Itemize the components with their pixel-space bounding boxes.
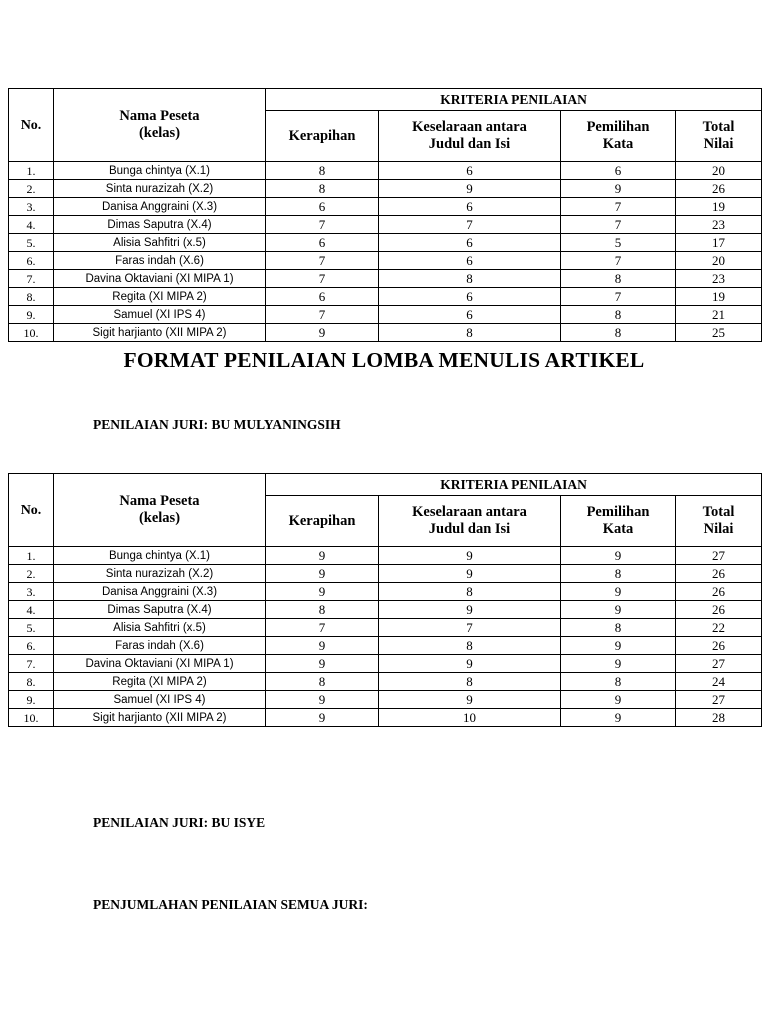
table-row (9, 583, 762, 601)
cell-nama: Bunga chintya (X.1) (54, 547, 266, 565)
cell-no: 3. (9, 583, 54, 601)
cell-no: 2. (9, 565, 54, 583)
cell-kerapihan: 9 (266, 583, 379, 601)
header-kriteria: KRITERIA PENILAIAN (266, 89, 762, 111)
cell-keselarasan: 6 (379, 252, 561, 270)
cell-keselarasan: 6 (379, 288, 561, 306)
header-total: Total Nilai (676, 111, 762, 162)
cell-nama: Regita (XI MIPA 2) (54, 673, 266, 691)
juri-mulyaningsih-label: PENILAIAN JURI: BU MULYANINGSIH (93, 417, 341, 432)
cell-keselarasan: 9 (379, 180, 561, 198)
table-row (9, 655, 762, 673)
cell-keselarasan: 7 (379, 216, 561, 234)
score-table-2 (8, 473, 762, 727)
cell-no: 4. (9, 601, 54, 619)
cell-kerapihan: 7 (266, 252, 379, 270)
cell-no: 4. (9, 216, 54, 234)
cell-total: 19 (676, 198, 762, 216)
cell-pemilihan: 6 (561, 162, 676, 180)
page-title: FORMAT PENILAIAN LOMBA MENULIS ARTIKEL (123, 348, 645, 372)
cell-kerapihan: 9 (266, 637, 379, 655)
cell-keselarasan: 6 (379, 234, 561, 252)
cell-pemilihan: 8 (561, 270, 676, 288)
cell-no: 1. (9, 547, 54, 565)
cell-kerapihan: 9 (266, 547, 379, 565)
header-pemilihan: Pemilihan Kata (561, 111, 676, 162)
cell-kerapihan: 7 (266, 270, 379, 288)
cell-pemilihan: 8 (561, 619, 676, 637)
cell-keselarasan: 9 (379, 691, 561, 709)
header-keselarasan: Keselaraan antara Judul dan Isi (379, 496, 561, 547)
header-no: No. (9, 89, 54, 162)
cell-no: 6. (9, 252, 54, 270)
header-nama: Nama Peseta (kelas) (54, 89, 266, 162)
table-row (9, 673, 762, 691)
cell-nama: Dimas Saputra (X.4) (54, 601, 266, 619)
cell-no: 2. (9, 180, 54, 198)
cell-keselarasan: 6 (379, 162, 561, 180)
cell-total: 26 (676, 565, 762, 583)
cell-total: 26 (676, 180, 762, 198)
cell-no: 5. (9, 619, 54, 637)
cell-pemilihan: 9 (561, 583, 676, 601)
cell-pemilihan: 9 (561, 709, 676, 727)
cell-nama: Sigit harjianto (XII MIPA 2) (54, 709, 266, 727)
table-row (9, 601, 762, 619)
cell-kerapihan: 8 (266, 162, 379, 180)
cell-no: 10. (9, 324, 54, 342)
cell-no: 9. (9, 691, 54, 709)
cell-nama: Faras indah (X.6) (54, 252, 266, 270)
cell-nama: Alisia Sahfitri (x.5) (54, 619, 266, 637)
table-row (9, 637, 762, 655)
cell-keselarasan: 8 (379, 583, 561, 601)
cell-kerapihan: 7 (266, 619, 379, 637)
cell-pemilihan: 8 (561, 673, 676, 691)
cell-kerapihan: 6 (266, 198, 379, 216)
table-row (9, 252, 762, 270)
table-row (9, 216, 762, 234)
cell-keselarasan: 8 (379, 270, 561, 288)
cell-keselarasan: 6 (379, 198, 561, 216)
cell-keselarasan: 9 (379, 601, 561, 619)
cell-total: 20 (676, 252, 762, 270)
cell-no: 9. (9, 306, 54, 324)
cell-total: 27 (676, 547, 762, 565)
cell-total: 26 (676, 583, 762, 601)
table-row (9, 709, 762, 727)
cell-no: 1. (9, 162, 54, 180)
table-row (9, 270, 762, 288)
table-row (9, 324, 762, 342)
cell-nama: Alisia Sahfitri (x.5) (54, 234, 266, 252)
table-row (9, 547, 762, 565)
cell-no: 6. (9, 637, 54, 655)
cell-nama: Dimas Saputra (X.4) (54, 216, 266, 234)
cell-kerapihan: 8 (266, 673, 379, 691)
cell-nama: Bunga chintya (X.1) (54, 162, 266, 180)
header-kerapihan: Kerapihan (266, 496, 379, 547)
cell-total: 17 (676, 234, 762, 252)
cell-keselarasan: 8 (379, 673, 561, 691)
cell-nama: Sinta nurazizah (X.2) (54, 565, 266, 583)
cell-pemilihan: 7 (561, 216, 676, 234)
cell-no: 8. (9, 288, 54, 306)
semua-juri-label: PENJUMLAHAN PENILAIAN SEMUA JURI: (93, 897, 368, 912)
cell-nama: Davina Oktaviani (XI MIPA 1) (54, 270, 266, 288)
cell-total: 24 (676, 673, 762, 691)
cell-no: 3. (9, 198, 54, 216)
header-nama: Nama Peseta (kelas) (54, 474, 266, 547)
header-kerapihan: Kerapihan (266, 111, 379, 162)
table-row (9, 162, 762, 180)
cell-keselarasan: 6 (379, 306, 561, 324)
cell-keselarasan: 7 (379, 619, 561, 637)
table-row (9, 234, 762, 252)
cell-keselarasan: 8 (379, 324, 561, 342)
cell-pemilihan: 8 (561, 565, 676, 583)
cell-pemilihan: 7 (561, 288, 676, 306)
cell-nama: Danisa Anggraini (X.3) (54, 198, 266, 216)
cell-nama: Sigit harjianto (XII MIPA 2) (54, 324, 266, 342)
table-row (9, 565, 762, 583)
cell-total: 23 (676, 216, 762, 234)
table-row (9, 619, 762, 637)
cell-kerapihan: 9 (266, 655, 379, 673)
table-row (9, 691, 762, 709)
cell-no: 5. (9, 234, 54, 252)
table-row (9, 288, 762, 306)
cell-nama: Samuel (XI IPS 4) (54, 691, 266, 709)
table-row (9, 198, 762, 216)
cell-pemilihan: 5 (561, 234, 676, 252)
score-table-1 (8, 88, 762, 342)
cell-pemilihan: 9 (561, 691, 676, 709)
cell-kerapihan: 7 (266, 216, 379, 234)
cell-pemilihan: 8 (561, 306, 676, 324)
cell-nama: Regita (XI MIPA 2) (54, 288, 266, 306)
cell-kerapihan: 9 (266, 324, 379, 342)
cell-nama: Samuel (XI IPS 4) (54, 306, 266, 324)
cell-kerapihan: 8 (266, 180, 379, 198)
cell-total: 23 (676, 270, 762, 288)
cell-kerapihan: 7 (266, 306, 379, 324)
cell-pemilihan: 8 (561, 324, 676, 342)
cell-nama: Faras indah (X.6) (54, 637, 266, 655)
header-total: Total Nilai (676, 496, 762, 547)
cell-total: 22 (676, 619, 762, 637)
header-keselarasan: Keselaraan antara Judul dan Isi (379, 111, 561, 162)
cell-total: 28 (676, 709, 762, 727)
cell-kerapihan: 9 (266, 709, 379, 727)
cell-kerapihan: 8 (266, 601, 379, 619)
cell-total: 26 (676, 601, 762, 619)
cell-keselarasan: 9 (379, 565, 561, 583)
cell-total: 27 (676, 691, 762, 709)
cell-keselarasan: 8 (379, 637, 561, 655)
cell-nama: Davina Oktaviani (XI MIPA 1) (54, 655, 266, 673)
header-kriteria: KRITERIA PENILAIAN (266, 474, 762, 496)
cell-pemilihan: 7 (561, 198, 676, 216)
table-row (9, 306, 762, 324)
header-no: No. (9, 474, 54, 547)
header-pemilihan: Pemilihan Kata (561, 496, 676, 547)
cell-kerapihan: 6 (266, 288, 379, 306)
cell-total: 21 (676, 306, 762, 324)
cell-pemilihan: 9 (561, 601, 676, 619)
cell-no: 7. (9, 655, 54, 673)
cell-pemilihan: 9 (561, 180, 676, 198)
juri-isye-label: PENILAIAN JURI: BU ISYE (93, 815, 266, 830)
cell-no: 7. (9, 270, 54, 288)
cell-kerapihan: 9 (266, 565, 379, 583)
cell-total: 19 (676, 288, 762, 306)
cell-total: 25 (676, 324, 762, 342)
cell-pemilihan: 7 (561, 252, 676, 270)
cell-no: 10. (9, 709, 54, 727)
cell-nama: Sinta nurazizah (X.2) (54, 180, 266, 198)
table-row (9, 180, 762, 198)
cell-total: 27 (676, 655, 762, 673)
cell-total: 26 (676, 637, 762, 655)
cell-pemilihan: 9 (561, 655, 676, 673)
cell-total: 20 (676, 162, 762, 180)
cell-pemilihan: 9 (561, 547, 676, 565)
cell-no: 8. (9, 673, 54, 691)
cell-nama: Danisa Anggraini (X.3) (54, 583, 266, 601)
cell-keselarasan: 10 (379, 709, 561, 727)
cell-pemilihan: 9 (561, 637, 676, 655)
cell-kerapihan: 9 (266, 691, 379, 709)
cell-keselarasan: 9 (379, 655, 561, 673)
cell-keselarasan: 9 (379, 547, 561, 565)
cell-kerapihan: 6 (266, 234, 379, 252)
